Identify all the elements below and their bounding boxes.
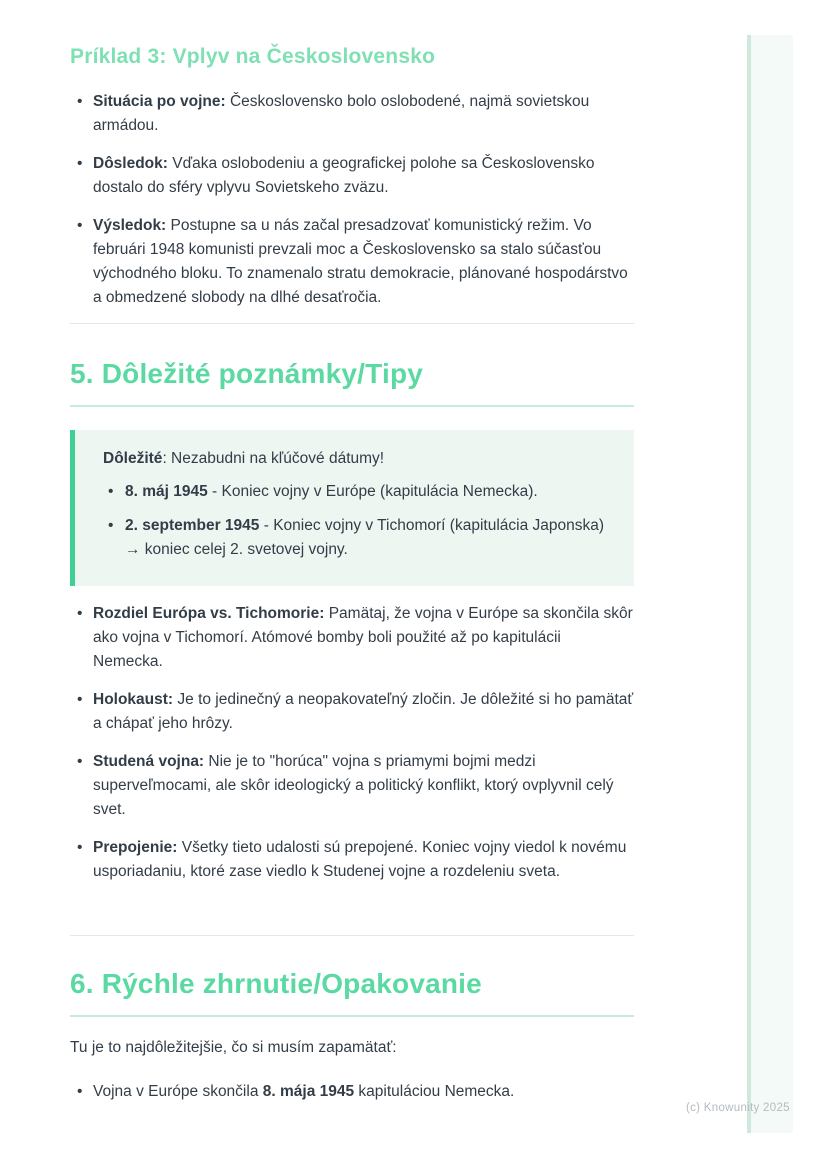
bullet-lead: Prepojenie:	[93, 839, 178, 856]
bullet-lead: Holokaust:	[93, 691, 174, 708]
callout-intro	[103, 447, 610, 471]
callout-bullet-list	[103, 480, 610, 562]
bullet-lead: Situácia po vojne:	[93, 93, 226, 110]
list-item	[103, 480, 610, 504]
important-callout	[70, 430, 634, 586]
bullet-text: kapituláciou Nemecka.	[354, 1083, 515, 1100]
copyright-footer: (c) Knowunity 2025	[686, 1102, 790, 1114]
bullet-text: Postupne sa u nás začal presadzovať komunistický režim. Vo februári 1948 komunisti prevzali moc a Československo sa stalo súčasťou východného bloku. To znamenalo stratu demokracie, plánované hospodárstvo a obmedzené slobody na dlhé desaťročia.	[93, 217, 628, 306]
bullet-text: Všetky tieto udalosti sú prepojené. Koniec vojny viedol k novému usporiadaniu, ktoré zase viedlo k Studenej vojne a rozdeleniu sveta.	[93, 839, 627, 880]
bullet-lead: Výsledok:	[93, 217, 167, 234]
list-item	[70, 602, 634, 674]
bullet-lead: Rozdiel Európa vs. Tichomorie:	[93, 605, 325, 622]
bullet-text: Vďaka oslobodeniu a geografickej polohe sa Československo dostalo do sféry vplyvu Sovietskeho zväzu.	[93, 155, 595, 196]
bullet-lead: Studená vojna:	[93, 753, 205, 770]
bullet-text: Je to jedinečný a neopakovateľný zločin. Je dôležité si ho pamätať a chápať jeho hrôzy.	[93, 691, 634, 732]
page-edge-line	[747, 35, 751, 1133]
bullet-lead: Dôsledok:	[93, 155, 168, 172]
list-item	[70, 750, 634, 822]
bullet-lead: 2. september 1945	[125, 517, 260, 534]
bullet-text: Pamätaj, že vojna v Európe sa skončila skôr ako vojna v Tichomorí. Atómové bomby boli použité až po kapitulácii Nemecka.	[93, 605, 633, 670]
list-item	[70, 1080, 634, 1104]
list-item	[70, 688, 634, 736]
list-item	[103, 514, 610, 562]
callout-intro-text: : Nezabudni na kľúčové dátumy!	[162, 450, 385, 467]
bullet-text: Nie je to "horúca" vojna s priamymi bojmi medzi superveľmocami, ale skôr ideologický a politický konflikt, ktorý ovplyvnil celý svet.	[93, 753, 614, 818]
heading-section-6: 6. Rýchle zhrnutie/Opakovanie	[70, 966, 634, 1017]
bullet-bold-date: 8. mája 1945	[262, 1083, 355, 1100]
list-item	[70, 836, 634, 884]
bullet-text: Československo bolo oslobodené, najmä sovietskou armádou.	[93, 93, 590, 134]
page-edge-panel	[751, 35, 793, 1133]
heading-section-5: 5. Dôležité poznámky/Tipy	[70, 356, 634, 407]
list-item	[70, 90, 634, 138]
section-divider	[70, 323, 634, 324]
bullet-text: Vojna v Európe skončila	[93, 1083, 263, 1100]
bullet-lead: 8. máj 1945	[125, 483, 208, 500]
section-divider	[70, 935, 634, 936]
section-6-intro: Tu je to najdôležitejšie, čo si musím zapamätať:	[70, 1039, 397, 1056]
bullet-text: - Koniec vojny v Európe (kapitulácia Nemecka).	[207, 483, 538, 500]
section-5-bullet-list	[70, 602, 634, 898]
section-6-bullet-list	[70, 1080, 634, 1118]
priklad-bullet-list	[70, 90, 634, 310]
heading-priklad-3: Príklad 3: Vplyv na Československo	[70, 45, 436, 68]
section-priklad-3	[70, 44, 634, 324]
bullet-text: - Koniec vojny v Tichomorí (kapitulácia Japonska) → koniec celej 2. svetovej vojny.	[125, 517, 605, 558]
list-item	[70, 214, 634, 310]
list-item	[70, 152, 634, 200]
callout-lead: Dôležité	[103, 450, 163, 467]
